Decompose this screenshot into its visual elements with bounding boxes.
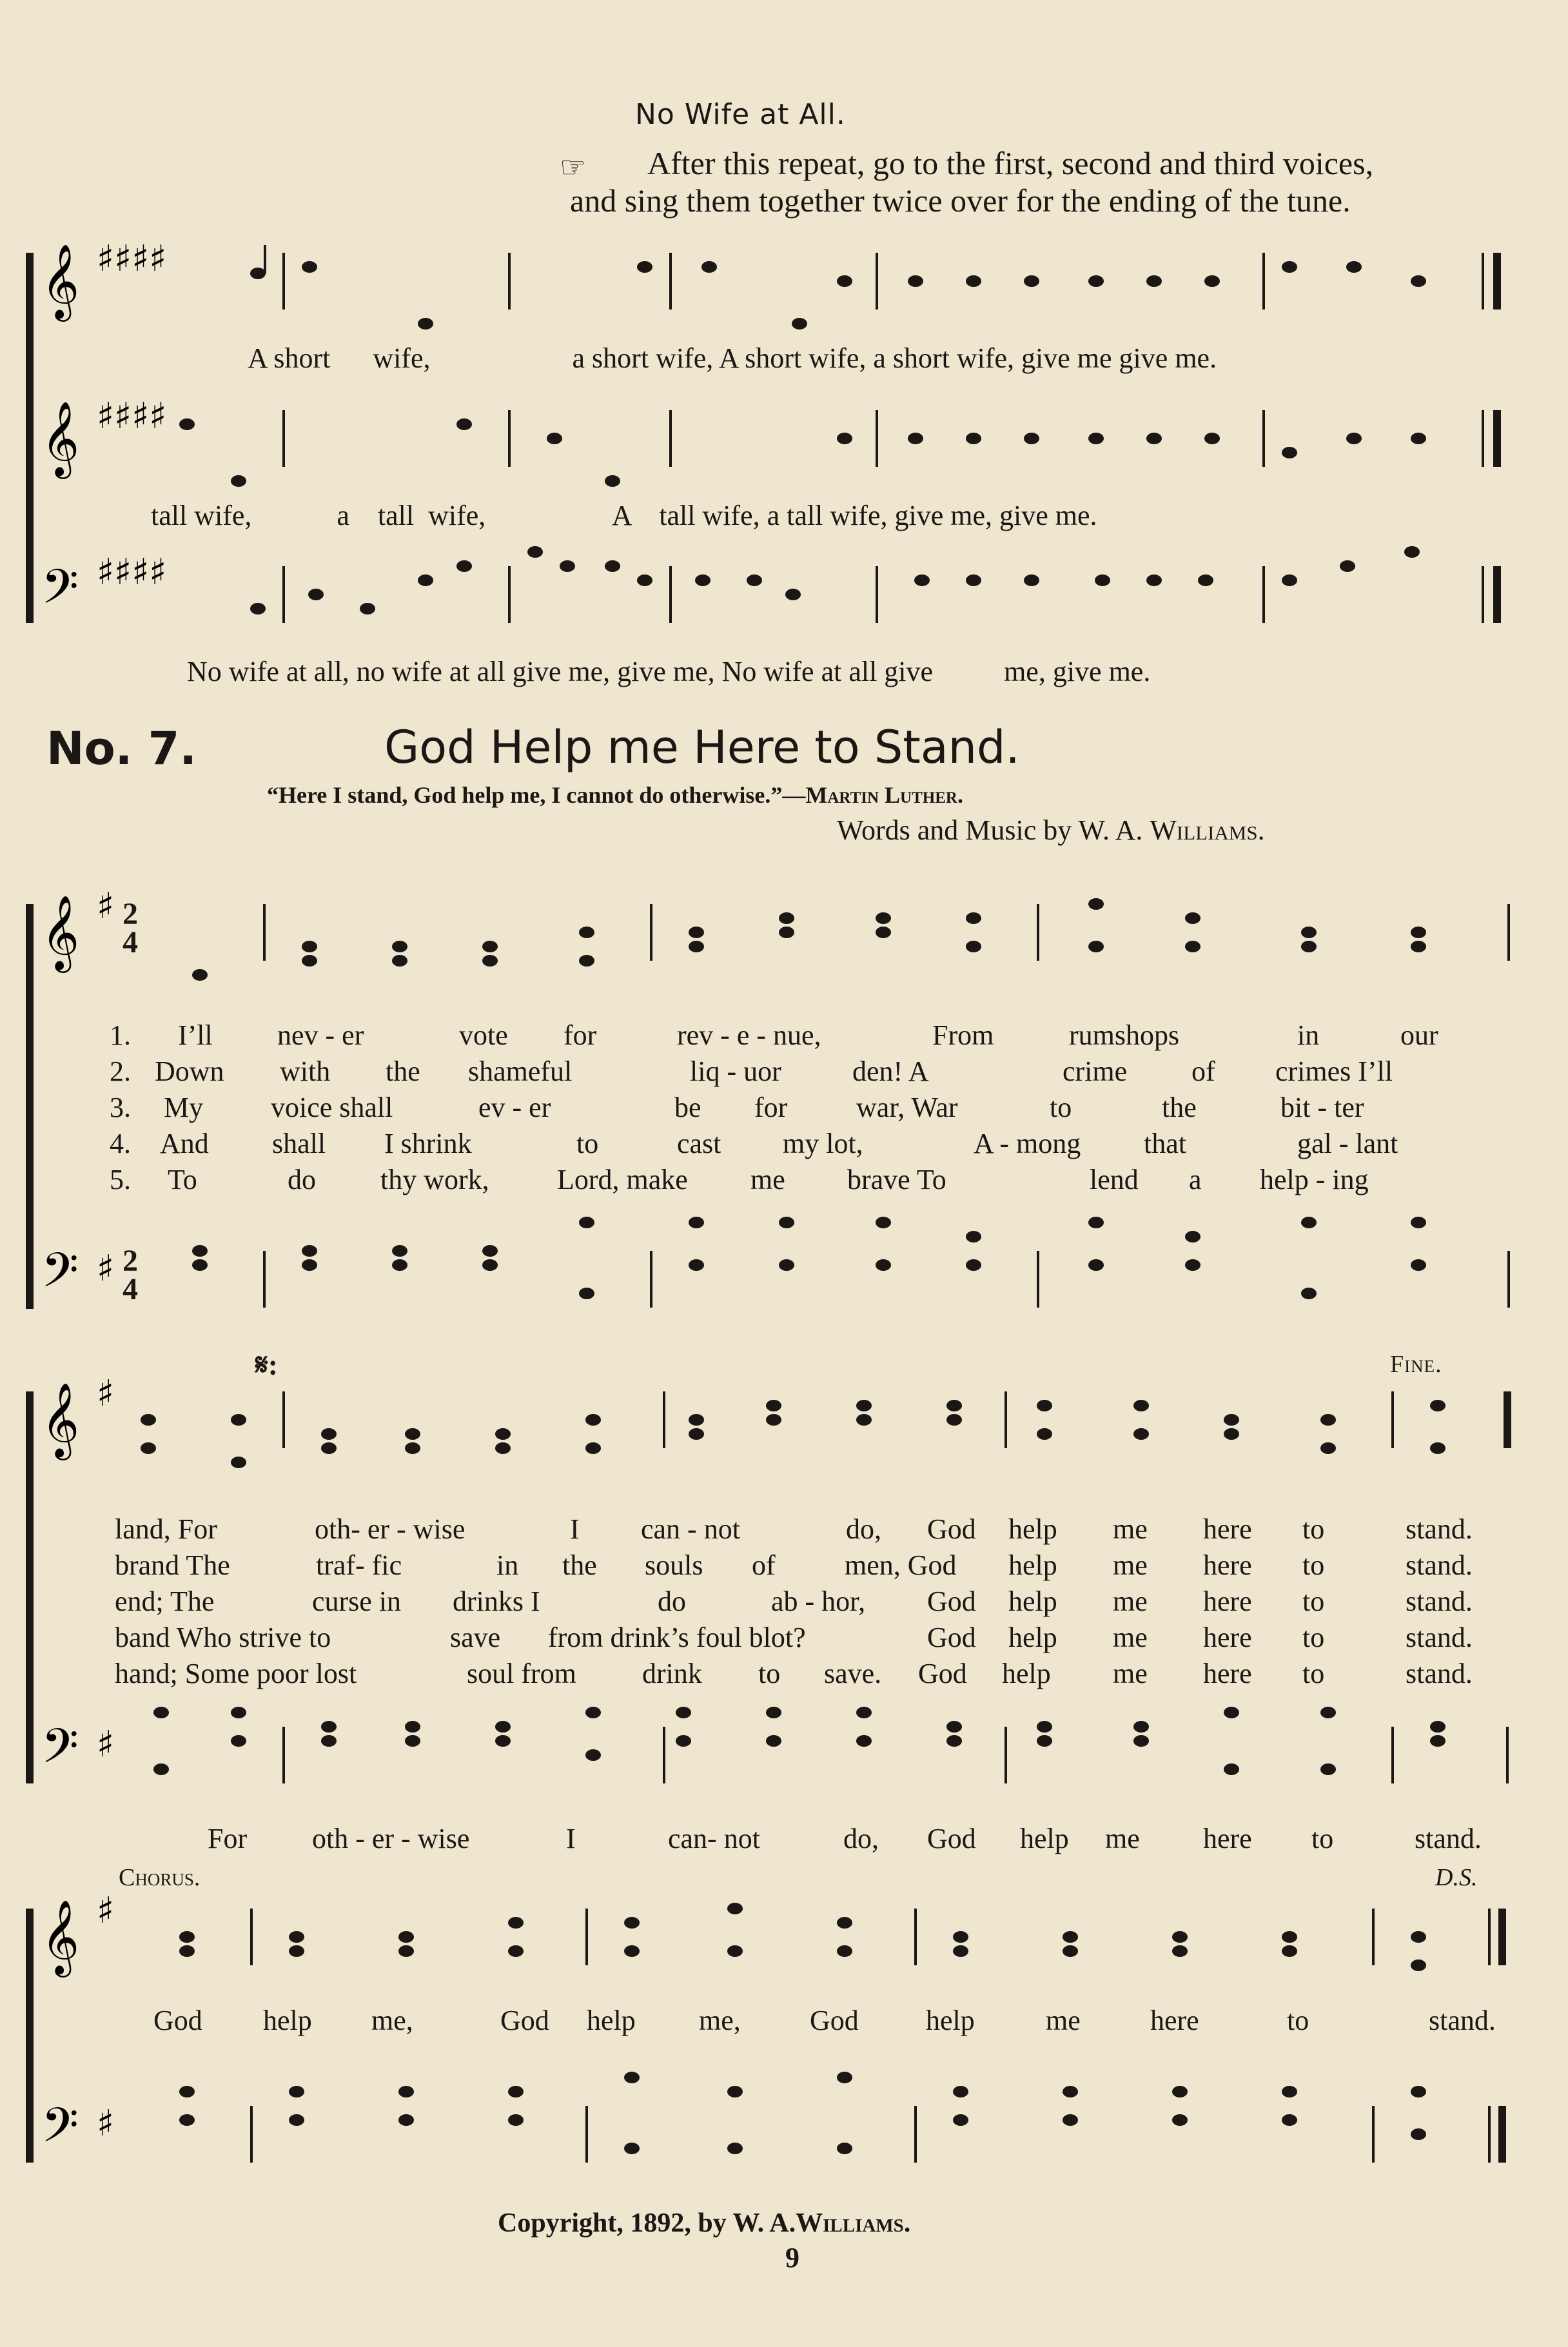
verse-row-4 <box>110 1127 1515 1163</box>
lyric-syllable: help <box>263 2005 312 2036</box>
lyric-syllable: oth - er - wise <box>312 1823 470 1854</box>
chorus-label: Chorus. <box>119 1864 201 1891</box>
lyric-syllable: to <box>1311 1823 1334 1854</box>
lyric-syllable: gal - lant <box>1297 1128 1398 1159</box>
bass-lyric-row <box>208 1822 1523 1858</box>
verse-number: 2. <box>110 1056 131 1087</box>
verse2-row-4 <box>115 1621 1520 1657</box>
lyric-syllable: voice shall <box>271 1092 393 1123</box>
lyric-syllable: Down <box>155 1056 224 1087</box>
lyric-syllable: help <box>1008 1513 1057 1545</box>
treble-clef-icon: 𝄞 <box>41 243 80 319</box>
bass-clef-icon: 𝄢 <box>41 1242 79 1310</box>
lyric-syllable: help <box>926 2005 975 2036</box>
song-quote <box>267 781 963 809</box>
lyric-syllable: nev - er <box>277 1019 364 1051</box>
lyric-syllable: men, God <box>845 1549 957 1581</box>
lyric-syllable: stand. <box>1406 1622 1473 1653</box>
lyric-syllable: hand; Some poor lost <box>115 1658 357 1689</box>
lyric-syllable: God <box>927 1513 976 1545</box>
time-signature-treble <box>122 897 138 959</box>
lyric-syllable: war, War <box>856 1092 958 1123</box>
lyric-syllable: the <box>1162 1092 1197 1123</box>
lyric-syllable: My <box>164 1092 204 1123</box>
lyric-syllable: a <box>1189 1164 1202 1195</box>
lyric-syllable: God <box>927 1823 976 1854</box>
verse2-row-5 <box>115 1657 1520 1693</box>
lyric-syllable: stand. <box>1429 2005 1496 2036</box>
quote-author: Martin Luther <box>805 782 957 808</box>
performance-note-line-2: and sing them together twice over for the ending of the tune. <box>570 182 1351 219</box>
lyric-syllable: stand. <box>1406 1658 1473 1689</box>
treble-clef-icon: 𝄞 <box>41 1899 80 1974</box>
lyric-syllable: me, <box>371 2005 413 2036</box>
lyrics-voice-1: A short wife, a short wife, A short wife, a short wife, give me give me. <box>248 342 1217 374</box>
lyric-syllable: be <box>674 1092 701 1123</box>
lyric-syllable: to <box>576 1128 599 1159</box>
lyric-syllable: to <box>1302 1586 1325 1617</box>
lyric-syllable: rumshops <box>1069 1019 1180 1051</box>
lyric-syllable: me <box>1113 1586 1148 1617</box>
top-song-title: No Wife at All. <box>635 98 846 131</box>
song-title: God Help me Here to Stand. <box>384 721 1020 774</box>
bass-clef-icon: 𝄢 <box>41 2097 79 2165</box>
verse2-row-3 <box>115 1585 1520 1621</box>
credit-name: Williams <box>1150 814 1258 846</box>
segno-sign: 𝄋: <box>255 1348 279 1381</box>
lyric-syllable: Lord, make <box>557 1164 688 1195</box>
verse-number: 3. <box>110 1092 131 1123</box>
lyric-syllable: here <box>1203 1622 1252 1653</box>
lyric-syllable: me <box>1105 1823 1140 1854</box>
lyric-syllable: can- not <box>668 1823 760 1854</box>
lyric-syllable: land, For <box>115 1513 217 1545</box>
lyric-syllable: I <box>566 1823 576 1854</box>
credit-end: . <box>1257 814 1265 846</box>
lyric-syllable: me <box>750 1164 785 1195</box>
verse2-row-1 <box>115 1513 1520 1549</box>
key-signature-sharps: ♯♯♯♯ <box>97 238 167 280</box>
lyric-syllable: bit - ter <box>1280 1092 1364 1123</box>
lyric-syllable: God <box>927 1586 976 1617</box>
time-signature-bass <box>122 1244 138 1306</box>
lyric-syllable: stand. <box>1406 1586 1473 1617</box>
key-signature-sharp: ♯ <box>97 1373 115 1415</box>
pointing-hand-icon: ☞ <box>560 151 587 184</box>
lyric-syllable: For <box>208 1823 248 1854</box>
lyric-syllable: for <box>564 1019 597 1051</box>
song-credit <box>837 814 1265 847</box>
lyric-syllable: can - not <box>641 1513 740 1545</box>
lyric-syllable: do <box>658 1586 686 1617</box>
lyric-syllable: here <box>1203 1586 1252 1617</box>
treble-clef-icon: 𝄞 <box>41 1382 80 1457</box>
lyrics-voice-3: No wife at all, no wife at all give me, give me, No wife at all give me, give me. <box>187 656 1151 687</box>
lyric-syllable: me <box>1113 1549 1148 1581</box>
lyric-syllable: to <box>758 1658 781 1689</box>
performance-note-line-1: After this repeat, go to the first, second and third voices, <box>647 145 1374 181</box>
verse-number: 4. <box>110 1128 131 1159</box>
lyric-syllable: I’ll <box>178 1019 213 1051</box>
time-signature-top: 2 <box>122 1244 138 1278</box>
lyric-syllable: for <box>754 1092 788 1123</box>
lyric-syllable: me <box>1113 1658 1148 1689</box>
lyric-syllable: God <box>153 2005 202 2036</box>
copyright-prefix: Copyright, 1892, by W. A. <box>498 2208 796 2238</box>
verse-row-2 <box>110 1055 1515 1091</box>
lyric-syllable: here <box>1203 1658 1252 1689</box>
lyric-syllable: our <box>1400 1019 1438 1051</box>
lyric-syllable: help - ing <box>1260 1164 1369 1195</box>
page-number: 9 <box>785 2242 799 2273</box>
lyric-syllable: brand The <box>115 1549 230 1581</box>
quote-end: . <box>957 782 963 808</box>
lyric-syllable: here <box>1203 1513 1252 1545</box>
lyric-syllable: the <box>386 1056 420 1087</box>
lyric-syllable: A - mong <box>974 1128 1081 1159</box>
bass-clef-icon: 𝄢 <box>41 1718 79 1786</box>
lyric-syllable: help <box>1008 1586 1057 1617</box>
copyright-name: Williams <box>796 2208 904 2238</box>
lyric-syllable: do <box>288 1164 316 1195</box>
lyric-syllable: that <box>1144 1128 1186 1159</box>
staff-treble-1 <box>39 904 1509 961</box>
verse-row-1 <box>110 1019 1515 1055</box>
lyric-syllable: help <box>1020 1823 1069 1854</box>
lyric-syllable: brave To <box>847 1164 946 1195</box>
staff-bass-1 <box>39 1251 1509 1308</box>
lyric-syllable: thy work, <box>380 1164 489 1195</box>
lyric-syllable: vote <box>459 1019 508 1051</box>
key-signature-sharp: ♯ <box>97 885 115 927</box>
lyric-syllable: crimes I’ll <box>1275 1056 1393 1087</box>
key-signature-sharp: ♯ <box>97 2103 115 2145</box>
lyric-syllable: of <box>752 1549 776 1581</box>
lyric-syllable: to <box>1302 1658 1325 1689</box>
lyrics-voice-2: tall wife, a tall wife, A tall wife, a tall wife, give me, give me. <box>151 500 1097 531</box>
lyric-syllable: stand. <box>1406 1513 1473 1545</box>
lyric-syllable: stand. <box>1406 1549 1473 1581</box>
lyric-syllable: souls <box>645 1549 703 1581</box>
lyric-syllable: save. <box>824 1658 882 1689</box>
verse-row-3 <box>110 1091 1515 1127</box>
lyric-syllable: shameful <box>468 1056 573 1087</box>
lyric-syllable: den! A <box>852 1056 929 1087</box>
lyric-syllable: I <box>570 1513 580 1545</box>
lyric-syllable: band Who strive to <box>115 1622 331 1653</box>
lyric-syllable: here <box>1203 1823 1252 1854</box>
lyric-syllable: with <box>280 1056 331 1087</box>
lyric-syllable: curse in <box>312 1586 402 1617</box>
lyric-syllable: God <box>927 1622 976 1653</box>
ds-marking: D.S. <box>1435 1864 1478 1891</box>
lyric-syllable: rev - e - nue, <box>677 1019 821 1051</box>
lyric-syllable: drink <box>642 1658 702 1689</box>
lyric-syllable: ab - hor, <box>771 1586 866 1617</box>
lyric-syllable: do, <box>843 1823 879 1854</box>
time-signature-top: 2 <box>122 897 138 931</box>
verse-number: 1. <box>110 1019 131 1051</box>
lyric-syllable: to <box>1302 1549 1325 1581</box>
lyric-syllable: crime <box>1063 1056 1128 1087</box>
lyric-syllable: me <box>1113 1622 1148 1653</box>
lyric-syllable: lend <box>1090 1164 1139 1195</box>
lyric-syllable: me <box>1113 1513 1148 1545</box>
quote-text: “Here I stand, God help me, I cannot do otherwise.”— <box>267 782 806 808</box>
lyric-syllable: stand. <box>1415 1823 1482 1854</box>
lyric-syllable: help <box>1008 1622 1057 1653</box>
lyric-syllable: to <box>1302 1513 1325 1545</box>
lyric-syllable: do, <box>846 1513 881 1545</box>
song-number: No. 7. <box>46 722 197 775</box>
key-signature-sharps: ♯♯♯♯ <box>97 395 167 437</box>
treble-clef-icon: 𝄞 <box>41 894 80 970</box>
lyric-syllable: from drink’s foul blot? <box>548 1622 806 1653</box>
time-signature-bottom: 4 <box>122 925 138 959</box>
lyric-syllable: I shrink <box>384 1128 472 1159</box>
lyric-syllable: shall <box>272 1128 326 1159</box>
treble-clef-icon: 𝄞 <box>41 400 80 476</box>
lyric-syllable: To <box>168 1164 197 1195</box>
notes-top-system <box>179 245 1426 614</box>
lyric-syllable: end; The <box>115 1586 215 1617</box>
lyric-syllable: From <box>932 1019 994 1051</box>
lyric-syllable: help <box>1002 1658 1051 1689</box>
lyric-syllable: cast <box>677 1128 721 1159</box>
credit-prefix: Words and Music by W. A. <box>837 814 1150 846</box>
copyright-notice <box>498 2208 910 2239</box>
lyric-syllable: help <box>587 2005 636 2036</box>
verse2-row-2 <box>115 1549 1520 1585</box>
time-signature-bottom: 4 <box>122 1272 138 1306</box>
lyric-syllable: in <box>496 1549 519 1581</box>
lyric-syllable: God <box>810 2005 859 2036</box>
lyric-syllable: of <box>1191 1056 1215 1087</box>
key-signature-sharp: ♯ <box>97 1248 115 1290</box>
lyric-syllable: save <box>450 1622 501 1653</box>
lyric-syllable: to <box>1287 2005 1309 2036</box>
bass-clef-icon: 𝄢 <box>41 559 79 627</box>
lyric-syllable: the <box>562 1549 597 1581</box>
key-signature-sharp: ♯ <box>97 1890 115 1932</box>
fine-label: Fine. <box>1390 1351 1442 1378</box>
lyric-syllable: God <box>918 1658 967 1689</box>
lyric-syllable: to <box>1050 1092 1072 1123</box>
lyric-syllable: soul from <box>467 1658 576 1689</box>
lyric-syllable: here <box>1150 2005 1199 2036</box>
lyric-syllable: here <box>1203 1549 1252 1581</box>
lyric-syllable: me, <box>699 2005 741 2036</box>
copyright-end: . <box>903 2208 911 2238</box>
lyric-syllable: And <box>160 1128 209 1159</box>
lyric-syllable: liq - uor <box>690 1056 781 1087</box>
chorus-lyric-row <box>153 2004 1507 2040</box>
key-signature-sharps: ♯♯♯♯ <box>97 551 167 593</box>
key-signature-sharp: ♯ <box>97 1723 115 1765</box>
lyric-syllable: God <box>500 2005 549 2036</box>
lyric-syllable: in <box>1297 1019 1320 1051</box>
lyric-syllable: traf- fic <box>316 1549 402 1581</box>
lyric-syllable: me <box>1046 2005 1081 2036</box>
lyric-syllable: oth- er - wise <box>315 1513 466 1545</box>
lyric-syllable: help <box>1008 1549 1057 1581</box>
lyric-syllable: my lot, <box>783 1128 863 1159</box>
lyric-syllable: ev - er <box>478 1092 551 1123</box>
verse-row-5 <box>110 1163 1515 1199</box>
verse-number: 5. <box>110 1164 131 1195</box>
lyric-syllable: drinks I <box>453 1586 540 1617</box>
lyric-syllable: to <box>1302 1622 1325 1653</box>
